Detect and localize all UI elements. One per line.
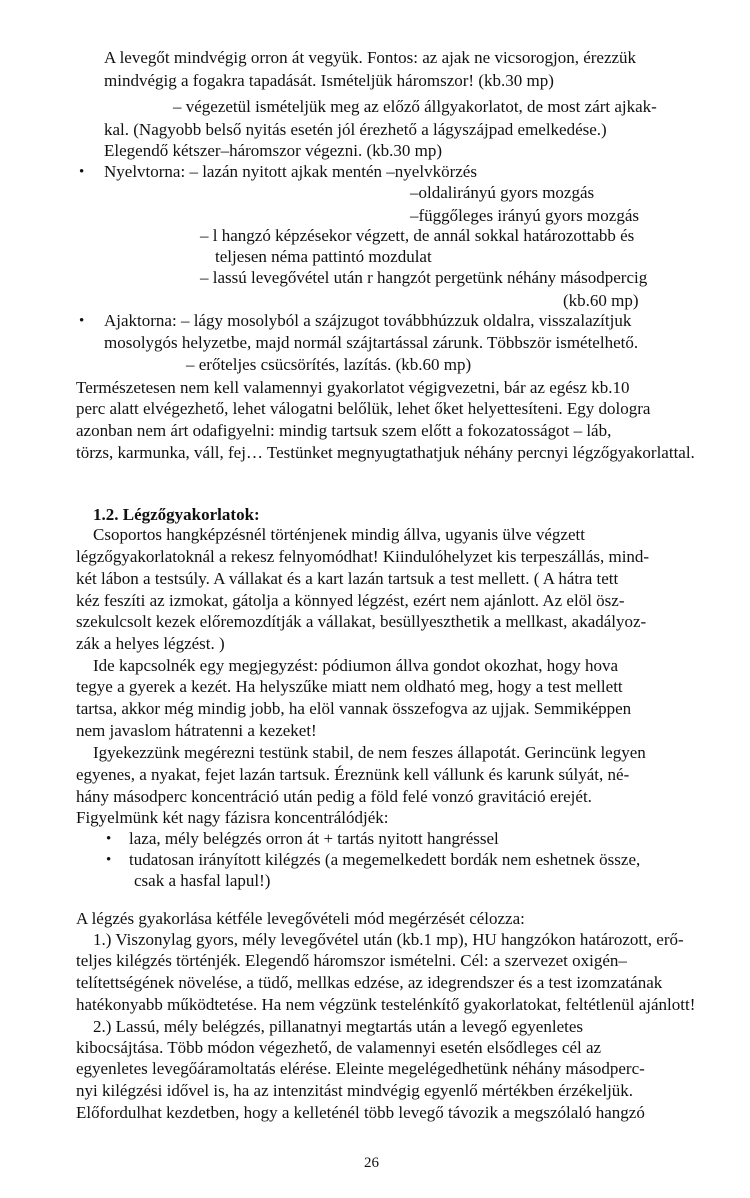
text-line: 1.) Viszonylag gyors, mély levegővétel után (kb.1 mp), HU hangzókon határozott, erő- <box>93 930 684 949</box>
text-line: tegye a gyerek a kezét. Ha helyszűke miatt nem oldható meg, hogy a test mellett <box>76 677 623 696</box>
text-line: szekulcsolt kezek előremozdítják a vállakat, besüllyeszthetik a mellkast, akadályoz- <box>76 612 647 631</box>
text-line: kal. (Nagyobb belső nyitás esetén jól érezhető a lágyszájpad emelkedése.) <box>104 120 607 139</box>
text-line: tudatosan irányított kilégzés (a megemelkedett bordák nem eshetnek össze, <box>129 850 641 869</box>
bullet-icon: • <box>106 852 112 868</box>
text-line: hány másodperc koncentráció után pedig a föld felé vonzó gravitáció erejét. <box>76 787 592 806</box>
text-line: A légzés gyakorlása kétféle levegővételi mód megérzését célozza: <box>76 909 525 928</box>
bullet-icon: • <box>79 313 85 329</box>
section-heading: 1.2. Légzőgyakorlatok: <box>93 505 260 524</box>
text-line: A levegőt mindvégig orron át vegyük. Fontos: az ajak ne vicsorogjon, érezzük <box>104 48 637 67</box>
text-line: telítettségének növelése, a tüdő, mellkas edzése, az idegrendszer és a test izomzatának <box>76 973 663 992</box>
text-line: 2.) Lassú, mély belégzés, pillanatnyi megtartás után a levegő egyenletes <box>93 1017 583 1036</box>
text-line: Természetesen nem kell valamennyi gyakorlatot végigvezetni, bár az egész kb.10 <box>76 378 630 397</box>
text-line: törzs, karmunka, váll, fej… Testünket megnyugtathatjuk néhány percnyi légzőgyakorlattal. <box>76 443 695 462</box>
text-line: mindvégig a fogakra tapadását. Ismételjük háromszor! (kb.30 mp) <box>104 71 554 90</box>
text-line: – l hangzó képzésekor végzett, de annál sokkal határozottabb és <box>200 226 635 245</box>
text-line: Csoportos hangképzésnél történjenek mindig állva, ugyanis ülve végzett <box>93 525 585 544</box>
text-line: mosolygós helyzetbe, majd normál szájtartással zárunk. Többször ismételhető. <box>104 333 639 352</box>
bullet-icon: • <box>79 164 85 180</box>
text-line: Igyekezzünk megérezni testünk stabil, de nem feszes állapotát. Gerincünk legyen <box>93 743 646 762</box>
text-line: zák a helyes légzést. ) <box>76 634 225 653</box>
text-line: – erőteljes csücsörítés, lazítás. (kb.60 mp) <box>186 355 472 374</box>
text-line: kéz feszíti az izmokat, gátolja a könnyed légzést, ezért nem ajánlott. Az elöl ösz- <box>76 591 625 610</box>
text-line: perc alatt elvégezhető, lehet válogatni belőlük, lehet őket helyettesíteni. Egy dologra <box>76 399 651 418</box>
text-line: egyenes, a nyakat, fejet lazán tartsuk. Éreznünk kell vállunk és karunk súlyát, né- <box>76 765 630 784</box>
text-line: Figyelmünk két nagy fázisra koncentrálódjék: <box>76 808 389 827</box>
text-line: két lábon a testsúly. A vállakat és a kart lazán tartsuk a test mellett. ( A hátra tett <box>76 569 619 588</box>
text-line: teljesen néma pattintó mozdulat <box>215 247 432 266</box>
text-line: teljes kilégzés történjék. Elegendő háromszor ismételni. Cél: a szervezet oxigén– <box>76 951 627 970</box>
text-line: Nyelvtorna: – lazán nyitott ajkak mentén –nyelvkörzés <box>104 162 477 181</box>
text-line: azonban nem árt odafigyelni: mindig tartsuk szem előtt a fokozatosságot – láb, <box>76 421 612 440</box>
text-line: légzőgyakorlatoknál a rekesz felnyomódhat! Kiindulóhelyzet kis terpeszállás, mind- <box>76 547 650 566</box>
text-line: –oldalirányú gyors mozgás <box>410 183 595 202</box>
text-line: hatékonyabb működtetése. Ha nem végzünk testelénkítő gyakorlatokat, feltétlenül ajánlott! <box>76 995 696 1014</box>
text-line: laza, mély belégzés orron át + tartás nyitott hangréssel <box>129 829 499 848</box>
text-line: Elegendő kétszer–háromszor végezni. (kb.30 mp) <box>104 141 442 160</box>
page-number: 26 <box>364 1155 379 1171</box>
text-line: tartsa, akkor még mindig jobb, ha elöl vannak összefogva az ujjak. Semmiképpen <box>76 699 632 718</box>
text-line: – végezetül ismételjük meg az előző állgyakorlatot, de most zárt ajkak- <box>173 97 657 116</box>
bullet-icon: • <box>106 831 112 847</box>
text-line: egyenletes levegőáramoltatás elérése. Eleinte megelégedhetünk néhány másodperc- <box>76 1059 645 1078</box>
text-line: Ide kapcsolnék egy megjegyzést: pódiumon állva gondot okozhat, hogy hova <box>93 656 618 675</box>
text-line: csak a hasfal lapul!) <box>134 871 271 890</box>
text-line: Előfordulhat kezdetben, hogy a kelleténél több levegő távozik a megszólaló hangzó <box>76 1103 645 1122</box>
text-line: –függőleges irányú gyors mozgás <box>410 206 639 225</box>
text-line: nem javaslom hátratenni a kezeket! <box>76 721 317 740</box>
text-line: (kb.60 mp) <box>563 291 639 310</box>
text-line: nyi kilégzési idővel is, ha az intenzitást mindvégig egyenlő mértékben érzékeljük. <box>76 1081 634 1100</box>
text-line: kibocsájtása. Több módon végezhető, de valamennyi esetén elsődleges cél az <box>76 1038 602 1057</box>
text-line: Ajaktorna: – lágy mosolyból a szájzugot továbbhúzzuk oldalra, visszalazítjuk <box>104 311 632 330</box>
text-line: – lassú levegővétel után r hangzót pergetünk néhány másodpercig <box>200 268 648 287</box>
